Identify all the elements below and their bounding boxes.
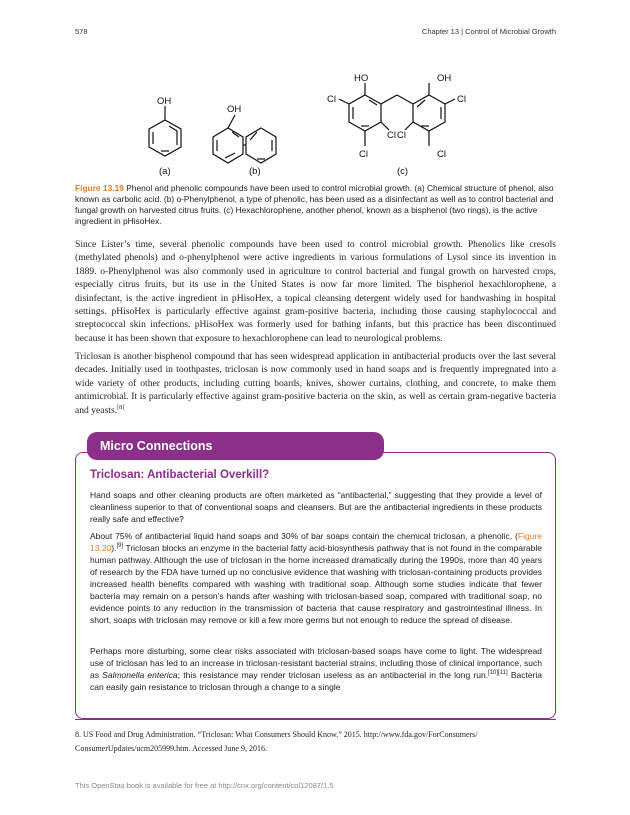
page-number: 578 [75, 27, 88, 36]
species-name: Salmonella enterica [102, 670, 178, 680]
figure-caption-text: Phenol and phenolic compounds have been used to control microbial growth. (a) Chemical structure of phenol, also known as carbolic acid. (b) o-Phenylphenol, a type of phenolic, has been used as a disinfectant as well as to control bacterial and fungal growth on harvested citrus fruits. (c) Hexachlorophene, another phenol, known as a bisphenol (two rings), is the active ingredient in pHisoHex. [75, 183, 554, 226]
body-paragraph-2 [75, 350, 556, 417]
cl-label: Cl [457, 94, 466, 105]
page-footer: This OpenStax book is available for free at http://cnx.org/content/col12087/1.5 [75, 781, 334, 790]
cl-label: Cl [437, 149, 446, 160]
feature-paragraph-3 [90, 645, 542, 693]
feature-paragraph-3-text-c: Bacteria can easily gain resistance to triclosan through a change to a single [90, 670, 543, 692]
citation-8[interactable]: [8] [117, 404, 125, 411]
oh-label: OH [157, 96, 172, 107]
citation-10-11[interactable]: [10][11] [488, 670, 508, 677]
feature-paragraph-2-text-c: Triclosan blocks an enzyme in the bacterial fatty acid-biosynthesis pathway that is not found in the comparable human pathway. Although the use of triclosan in the home increased dramatically during the 1990s, more than 40 years of research by the FDA have turned up no conclusive evidence that washing with triclosan-containing products provides increased health benefits compared with washing with traditional soap. Although some studies indicate that fewer bacteria may remain on a person’s hands after washing with triclosan-based soap, compared with traditional soap, no evidence points to any reduction in the transmission of bacteria that cause respiratory and gastrointestinal illness. In short, soaps with triclosan may remove or kill a few more germs but not enough to reduce the spread of disease. [90, 543, 542, 625]
phenolic-structures-figure [75, 68, 555, 180]
cl-label: Cl [359, 149, 368, 160]
oh-label: OH [227, 104, 242, 115]
feature-paragraph-3-text-b: ; this resistance may render triclosan useless as an antibacterial in the long run. [177, 670, 489, 680]
chemical-structures-svg [75, 68, 555, 180]
body-paragraph-2-text: Triclosan is another bisphenol compound that has seen widespread application in antibacterial products over the last several decades. Initially used in toothpastes, triclosan is now commonly used in hand soaps and is frequently impregnated into a wide variety of other products, including cutting boards, knives, shower curtains, clothing, and concrete, to make them antimicrobial. It is particularly effective against gram-positive bacteria on the skin, as well as certain gram-negative bacteria and yeasts. [75, 351, 556, 416]
body-paragraph-1: Since Lister’s time, several phenolic compounds have been used to control microbial growth. Phenolics like cresols (methylated phenols) and o-phenylphenol were active ingredients in various formulations of Lysol since its invention in 1889. o-Phenylphenol was also commonly used in agriculture to control bacterial and fungal growth on harvested crops, especially citrus fruits, but its use in the United States is now far more limited. The bisphenol hexachlorophene, a disinfectant, is the active ingredient in pHisoHex, a topical cleansing detergent widely used for handwashing in hospital settings. pHisoHex is particularly effective against gram-positive bacteria, including those causing staphylococcal and streptococcal skin infections. pHisoHex was formerly used for bathing infants, but this practice has been discontinued because it has been shown that exposure to hexachlorophene can lead to neurological problems. [75, 239, 556, 344]
footnote-line-1: 8. US Food and Drug Administration. “Triclosan: What Consumers Should Know.” 2015. http://www.fda.gov/ForConsumers/ [75, 730, 478, 739]
micro-connections-tab: Micro Connections [87, 432, 384, 460]
citation-9[interactable]: [9] [116, 543, 124, 550]
feature-paragraph-1: Hand soaps and other cleaning products are often marketed as “antibacterial,” suggesting that they provide a level of cleanliness superior to that of conventional soaps and cleansers. But are the antibacterial ingredients in these products really safe and effective? [90, 490, 542, 524]
cl-label: Cl [387, 130, 396, 141]
o-phenylphenol-structure [213, 115, 276, 163]
cl-label: Cl [397, 130, 406, 141]
footnote-line-2: ConsumerUpdates/ucm205999.htm. Accessed June 9, 2016. [75, 744, 267, 753]
figure-caption [75, 183, 556, 227]
cl-label: Cl [327, 94, 336, 105]
feature-paragraph-2 [90, 530, 542, 626]
oh-label: OH [437, 73, 452, 84]
feature-paragraph-2-text-b: ). [111, 543, 117, 553]
phenol-structure [149, 106, 181, 156]
figure-label-a: (a) [159, 166, 171, 177]
feature-title: Triclosan: Antibacterial Overkill? [90, 469, 270, 481]
figure-label-b: (b) [249, 166, 261, 177]
feature-paragraph-3-text-a: Perhaps more disturbing, some clear risks associated with triclosan-based soaps have come to light. The widespread use of triclosan has led to an increase in triclosan-resistant bacterial strains, including those of clinical importance, such as [90, 646, 542, 680]
figure-label-c: (c) [397, 166, 409, 177]
footnote-8 [75, 728, 556, 756]
footnote-divider [75, 719, 556, 720]
chapter-header: Chapter 13 | Control of Microbial Growth [421, 27, 556, 36]
ho-label: HO [354, 73, 369, 84]
feature-paragraph-2-text-a: About 75% of antibacterial liquid hand soaps and 30% of bar soaps contain the chemical triclosan, a phenolic, ( [90, 531, 518, 541]
figure-caption-label: Figure 13.19 [75, 183, 124, 193]
figure-13-20-link[interactable]: Figure 13.20 [90, 531, 542, 553]
